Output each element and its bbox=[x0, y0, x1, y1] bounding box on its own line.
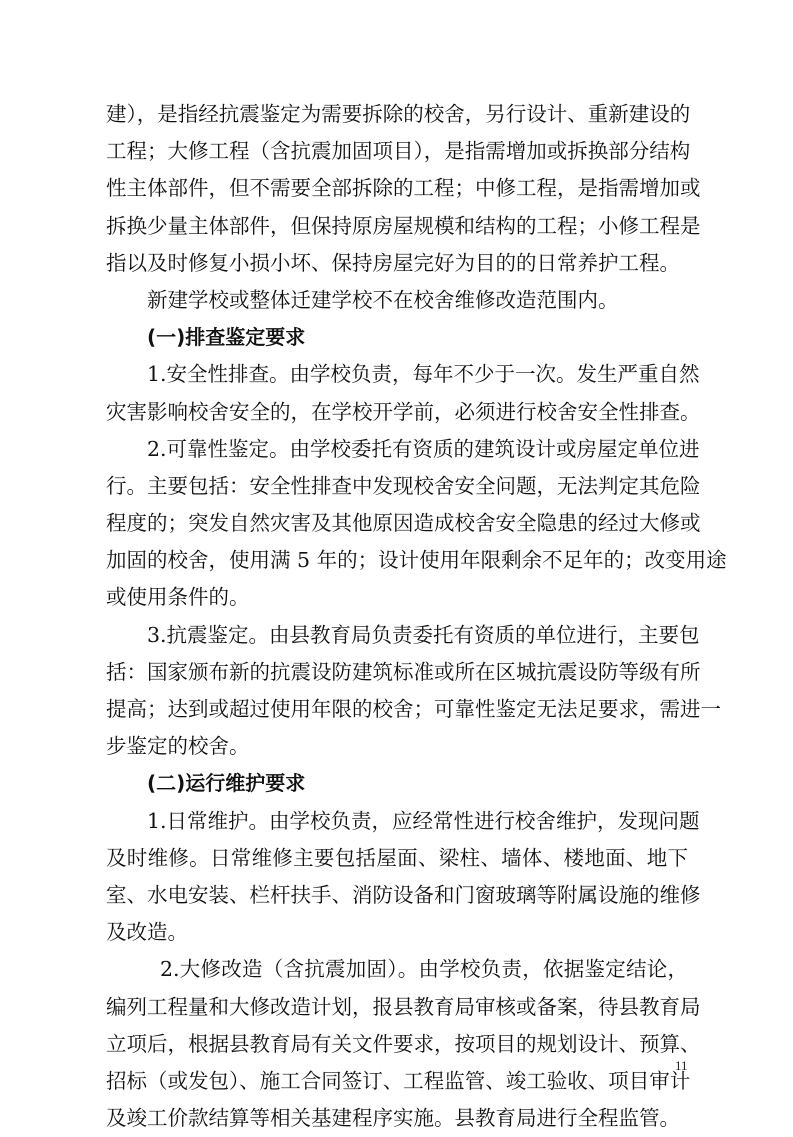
text-line: 括：国家颁布新的抗震设防建筑标准或所在区城抗震设防等级有所 bbox=[106, 659, 701, 684]
text-line: 新建学校或整体迁建学校不在校舍维修改造范围内。 bbox=[147, 287, 619, 312]
text-line: 拆换少量主体部件，但保持原房屋规模和结构的工程；小修工程是 bbox=[106, 213, 701, 238]
text-line: 2.可靠性鉴定。由学校委托有资质的建筑设计或房屋定单位进 bbox=[147, 436, 700, 461]
text-line: 行。主要包括：安全性排查中发现校舍安全问题，无法判定其危险 bbox=[106, 473, 701, 498]
text-line: 2.大修改造（含抗震加固）。由学校负责，依据鉴定结论， bbox=[160, 957, 688, 982]
text-line: 步鉴定的校舍。 bbox=[106, 734, 250, 759]
text-line: 建），是指经抗震鉴定为需要拆除的校舍，另行设计、重新建设的 bbox=[106, 102, 691, 126]
text-line: 1.日常维护。由学校负责，应经常性进行校舍维护，发现问题 bbox=[147, 808, 700, 833]
text-line: 工程；大修工程（含抗震加固项目），是指需增加或拆换部分结构 bbox=[106, 139, 691, 164]
text-line: 程度的；突发自然灾害及其他原因造成校舍安全隐患的经过大修或 bbox=[106, 511, 701, 536]
text-line: 立项后，根据县教育局有关文件要求，按项目的规划设计、预算、 bbox=[106, 1031, 701, 1056]
section-heading: (一)排查鉴定要求 bbox=[147, 325, 306, 350]
page-number: 11 bbox=[675, 1058, 688, 1073]
text-line: 3.抗震鉴定。由县教育局负责委托有资质的单位进行，主要包 bbox=[147, 622, 700, 647]
text-line: 招标（或发包）、施工合同签订、工程监管、竣工验收、项目审计 bbox=[106, 1068, 691, 1093]
text-line: 及竣工价款结算等相关基建程序实施。县教育局进行全程监管。 bbox=[106, 1106, 680, 1131]
text-line: 编列工程量和大修改造计划，报县教育局审核或备案，待县教育局 bbox=[106, 994, 701, 1019]
text-line: 指以及时修复小损小坏、保持房屋完好为目的的日常养护工程。 bbox=[106, 250, 680, 275]
text-line: 及时维修。日常维修主要包括屋面、梁柱、墙体、楼地面、地下 bbox=[106, 845, 688, 870]
document-body bbox=[106, 96, 727, 1137]
text-line: 或使用条件的。 bbox=[106, 585, 250, 610]
section-heading: (二)运行维护要求 bbox=[147, 771, 306, 796]
text-line: 及改造。 bbox=[106, 920, 188, 945]
text-line: 加固的校舍，使用满 5 年的；设计使用年限剩余不足年的；改变用途 bbox=[106, 548, 727, 573]
text-line: 1.安全性排查。由学校负责，每年不少于一次。发生严重自然 bbox=[147, 362, 700, 387]
text-line: 灾害影响校舍安全的，在学校开学前，必须进行校舍安全性排查。 bbox=[106, 399, 701, 424]
text-line: 室、水电安装、栏杆扶手、消防设备和门窗玻璃等附属设施的维修 bbox=[106, 882, 701, 907]
text-line: 性主体部件，但不需要全部拆除的工程；中修工程，是指需增加或 bbox=[106, 176, 701, 201]
text-line: 提高；达到或超过使用年限的校舍；可靠性鉴定无法足要求，需进一 bbox=[106, 697, 721, 721]
